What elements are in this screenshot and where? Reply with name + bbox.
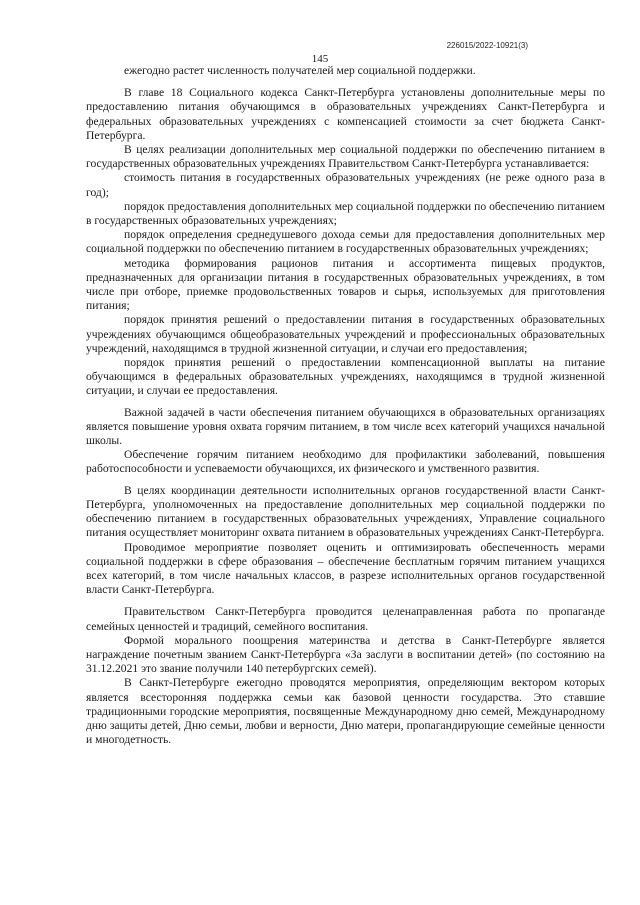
list-item: порядок принятия решений о предоставлении питания в государственных образовательных учреждениях обучающимся общеобразовательных учреждений и профессиональных образовательных учреждений, находящимся в трудной жизненной ситуации, и случаи его предоставления; [86,313,605,355]
paragraph: Важной задачей в части обеспечения питанием обучающихся в образовательных организациях является повышение уровня охвата горячим питанием, в том числе всех категорий учащихся начальной школы. [86,405,605,448]
paragraph: В целях координации деятельности исполнительных органов государственной власти Санкт-Петербурга, уполномоченных на предоставление дополнительных мер социальной поддержки по обеспечению питанием в государственных образовательных учреждениях, Управление социального питания осуществляет мониторинг охвата питанием в образовательных учреждениях Санкт-Петербурга. [86,483,605,540]
paragraph: В Санкт-Петербурге ежегодно проводятся мероприятия, определяющим вектором которых является всесторонняя поддержка семьи как базовой ценности государства. Это ставшие традиционными городские мероприятия, посвященные Международному дню семей, Международному дню защиты детей, Дню семьи, любви и верности, Дню матери, пропагандирующие семейные ценности и многодетность. [86,676,605,747]
document-id: 226015/2022-10921(3) [446,41,528,50]
list-item: порядок определения среднедушевого дохода семьи для предоставления дополнительных мер социальной поддержки по обеспечению питанием в государственных образовательных учреждениях; [86,228,605,256]
paragraph: В главе 18 Социального кодекса Санкт-Петербурга установлены дополнительные меры по предоставлению питания обучающимся в образовательных учреждениях Санкт-Петербурга и федеральных образовательных учреждениях с компенсацией стоимости за счет бюджета Санкт-Петербурга. [86,86,605,142]
paragraph: Правительством Санкт-Петербурга проводится целенаправленная работа по пропаганде семейных ценностей и традиций, семейного воспитания. [86,605,605,633]
list-item: методика формирования рационов питания и ассортимента пищевых продуктов, предназначенных для организации питания в государственных образовательных учреждениях, в том числе при отборе, приемке продовольственных товаров и сырья, используемых для приготовления питания; [86,256,605,313]
list-item: стоимость питания в государственных образовательных учреждениях (не реже одного раза в год); [86,171,605,199]
paragraph-continuation: ежегодно растет численность получателей мер социальной поддержки. [124,64,476,77]
paragraph: Обеспечение горячим питанием необходимо для профилактики заболеваний, повышения работоспособности и успеваемости обучающихся, их физического и умственного развития. [86,448,605,476]
document-body [86,64,605,747]
paragraph: Формой морального поощрения материнства и детства в Санкт-Петербурге является награждение почетным званием Санкт-Петербурга «За заслуги в воспитании детей» (по состоянию на 31.12.2021 это звание получили 140 петербургских семей). [86,633,605,676]
list-item: порядок предоставления дополнительных мер социальной поддержки по обеспечению питанием в государственных образовательных учреждениях; [86,199,605,228]
page-number: 145 [311,53,329,65]
paragraph: В целях реализации дополнительных мер социальной поддержки по обеспечению питанием в государственных образовательных учреждениях Правительством Санкт-Петербурга устанавливается: [86,143,605,171]
paragraph: Проводимое мероприятие позволяет оценить и оптимизировать обеспеченность мерами социальной поддержки в сфере образования – обеспечение бесплатным горячим питанием учащихся всех категорий, в том числе начальных классов, в разрезе исполнительных органов государственной власти Санкт-Петербурга. [86,540,605,597]
list-item: порядок принятия решений о предоставлении компенсационной выплаты на питание обучающимся в федеральных образовательных учреждениях, находящимся в трудной жизненной ситуации, и случаи ее предоставления. [86,356,605,398]
